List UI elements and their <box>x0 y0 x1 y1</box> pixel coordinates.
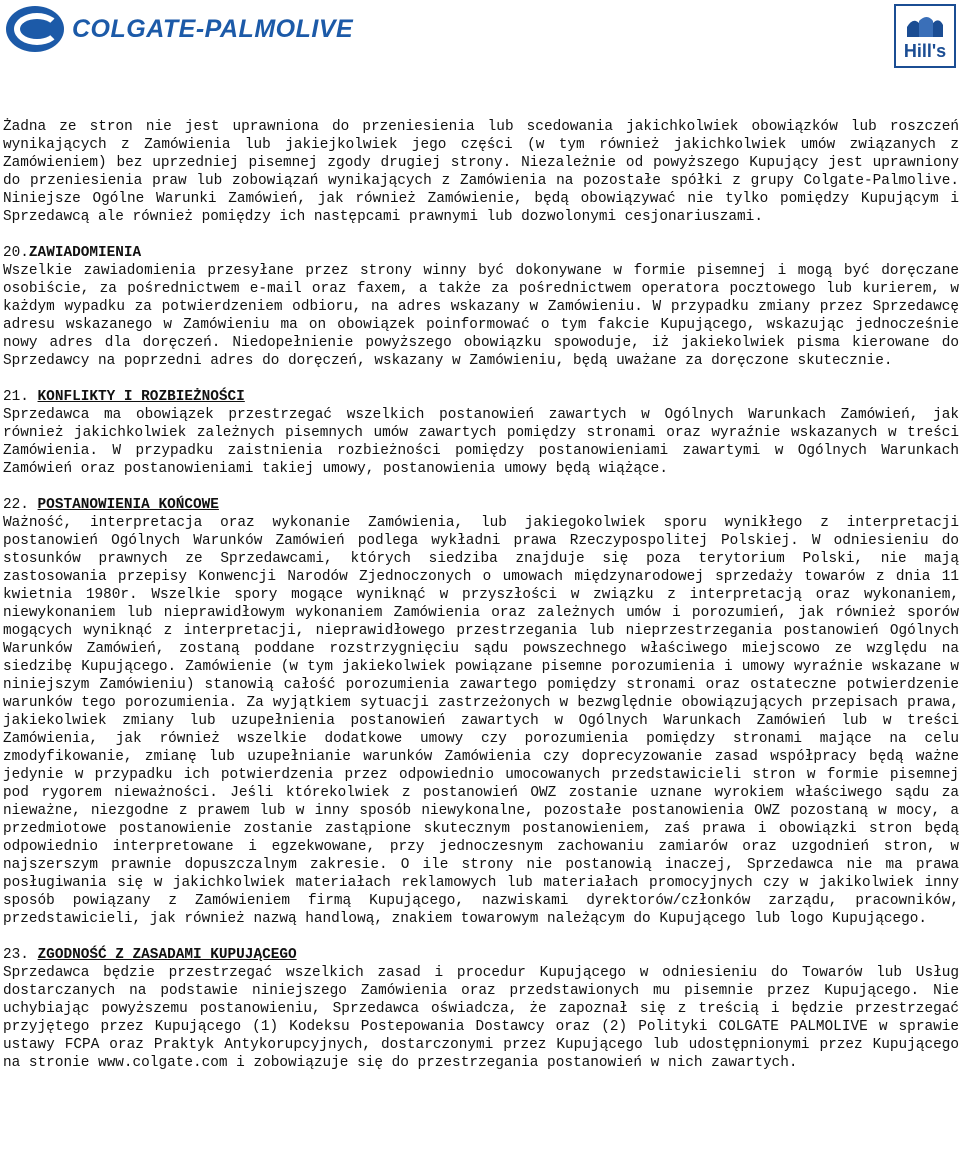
section-20-heading <box>3 244 959 262</box>
paragraph-assignment: Żadna ze stron nie jest uprawniona do przeniesienia lub scedowania jakichkolwiek obowiązków lub roszczeń wynikających z Zamówienia lub jakiejkolwiek jego części (w tym również jakichkolwiek umów związanych z Zamówieniem) bez uprzedniej pisemnej zgody drugiej strony. Niezależnie od powyższego Kupujący jest uprawniony do przeniesienia praw lub zobowiązań wynikających z Zamówienia na pozostałe spółki z grupy Colgate-Palmolive. Niniejsze Ogólne Warunki Zamówień, jak również Zamówienie, będą obowiązywać nie tylko pomiędzy Kupującym i Sprzedawcą ale również pomiędzy ich następcami prawnymi lub dozwolonymi cesjonariuszami. <box>3 119 959 225</box>
section-title: ZAWIADOMIENIA <box>28 245 142 261</box>
colgate-palmolive-logo <box>6 6 353 52</box>
hills-emblem-icon <box>905 13 945 39</box>
section-number: 23. <box>3 947 38 963</box>
page-header <box>0 0 960 80</box>
document-body <box>3 118 959 1072</box>
section-21-heading <box>3 388 959 406</box>
section-title: KONFLIKTY I ROZBIEŻNOŚCI <box>37 389 245 405</box>
hills-logo-text: Hill's <box>903 41 947 61</box>
section-title: ZGODNOŚĆ Z ZASADAMI KUPUJĄCEGO <box>37 947 297 963</box>
section-23-heading <box>3 946 959 964</box>
section-22-body: Ważność, interpretacja oraz wykonanie Zamówienia, lub jakiegokolwiek sporu wynikłego z interpretacji postanowień Ogólnych Warunków Zamówień podlega wykładni prawa Rzeczypospolitej Polskiej. W odniesieniu do stosunków prawnych ze Sprzedawcami, których siedziba znajduje się poza terytorium Polski, nie mają zastosowania przepisy Konwencji Narodów Zjednoczonych o umowach międzynarodowej sprzedaży towarów z dnia 11 kwietnia 1980r. Wszelkie spory mogące wyniknąć w przyszłości w związku z interpretacją oraz wykonaniem, niewykonaniem lub nieprawidłowym wykonaniem Zamówienia oraz zależnych umów i porozumień, jak również sporów mogących wyniknąć z interpretacji, nieprawidłowego przestrzegania lub nieprzestrzegania postanowień Ogólnych Warunków Zamówień, zostaną poddane rozstrzygnięciu sądu powszechnego właściwego miejscowo ze względu na siedzibę Kupującego. Zamówienie (w tym jakiekolwiek powiązane pisemne porozumienia i umowy wyraźnie wskazane w niniejszym Zamówieniu) stanowią całość porozumienia zawartego pomiędzy stronami oraz ostateczne potwierdzenie warunków tego porozumienia. Za wyjątkiem sytuacji zastrzeżonych w bezwględnie obowiązujących przepisach prawa, jakiekolwiek zmiany lub uzupełnienia postanowień zawartych w Ogólnych Warunkach Zamówień lub w treści Zamówienia, jak również wszelkie dodatkowe umowy czy porozumienia pomiędzy stronami mające na celu zmodyfikowanie, zmianę lub uzupełnianie warunków Zamówienia czy doprecyzowanie zasad współpracy będą ważne jedynie w przypadku ich potwierdzenia przez odpowiednio umocowanych przedstawicieli stron w formie pisemnej pod rygorem nieważności. Jeśli którekolwiek z postanowień OWZ zostanie uznane wyrokiem właściwego sądu za nieważne, niezgodne z prawem lub w inny sposób niewykonalne, pozostałe postanowienia OWZ pozostaną w mocy, a przedmiotowe postanowienie zostanie zastąpione skutecznym postanowieniem, zaś prawa i obowiązki stron będą odpowiednio interpretowane i egzekwowane, przy jednoczesnym zachowaniu zamiarów oraz uzgodnień stron, w najszerszym prawnie dopuszczalnym zakresie. O ile strony nie postanowią inaczej, Sprzedawca nie ma prawa posługiwania się w jakichkolwiek materiałach reklamowych lub materiałach promocyjnych czy w jakikolwiek inny sposób powiązany z Zamówieniem firmą Kupującego, nazwiskami dyrektorów/członków zarządu, pracowników, przedstawicieli, jak również nazwą handlową, znakiem towarowym należącym do Kupującego lub logo Kupującego. <box>3 515 959 927</box>
section-number: 20. <box>3 245 29 261</box>
section-title: POSTANOWIENIA KOŃCOWE <box>37 497 219 513</box>
section-21-body: Sprzedawca ma obowiązek przestrzegać wszelkich postanowień zawartych w Ogólnych Warunkach Zamówień, jak również jakichkolwiek zależnych pisemnych umów zawartych pomiędzy stronami oraz wyraźnie wskazanych w treści Zamówienia. W przypadku zaistnienia rozbieżności pomiędzy postanowieniami zawartymi w Ogólnych Warunkach Zamówień oraz postanowieniami takiej umowy, postanowienia umowy będą wiążące. <box>3 407 959 477</box>
section-number: 21. <box>3 389 38 405</box>
colgate-logo-mark-icon <box>6 6 64 52</box>
section-number: 22. <box>3 497 38 513</box>
section-22-heading <box>3 496 959 514</box>
hills-logo <box>894 4 956 68</box>
section-23-body: Sprzedawca będzie przestrzegać wszelkich zasad i procedur Kupującego w odniesieniu do Towarów lub Usług dostarczanych na podstawie niniejszego Zamówienia oraz przedstawionych mu pisemnie przez Kupującego. Nie uchybiając powyższemu postanowieniu, Sprzedawca oświadcza, że zapoznał się z treścią i będzie przestrzegać przyjętego przez Kupującego (1) Kodeksu Postepowania Dostawcy oraz (2) Polityki COLGATE PALMOLIVE w sprawie ustawy FCPA oraz Praktyk Antykorupcyjnych, dostarczonymi przez Kupującego lub udostępnionymi przez Kupującego na stronie www.colgate.com i zobowiązuje się do przestrzegania postanowień w nich zawartych. <box>3 965 959 1071</box>
section-20-body: Wszelkie zawiadomienia przesyłane przez strony winny być dokonywane w formie pisemnej i mogą być doręczane osobiście, za pośrednictwem e-mail oraz faxem, a także za pośrednictwem operatora pocztowego lub kurierem, w każdym wypadku za potwierdzeniem odbioru, na adres wskazany w Zamówieniu. W przypadku zmiany przez Sprzedawcę adresu wskazanego w Zamówieniu ma on obowiązek poinformować o tym fakcie Kupującego, wskazując jednocześnie nowy adres dla doręczeń. Niedopełnienie powyższego obowiązku spowoduje, iż jakiekolwiek pisma kierowane do Sprzedawcy na poprzedni adres do doręczeń, wskazany w Zamówieniu, będą uważane za doręczone skutecznie. <box>3 263 959 369</box>
colgate-logo-text: COLGATE-PALMOLIVE <box>72 14 354 43</box>
